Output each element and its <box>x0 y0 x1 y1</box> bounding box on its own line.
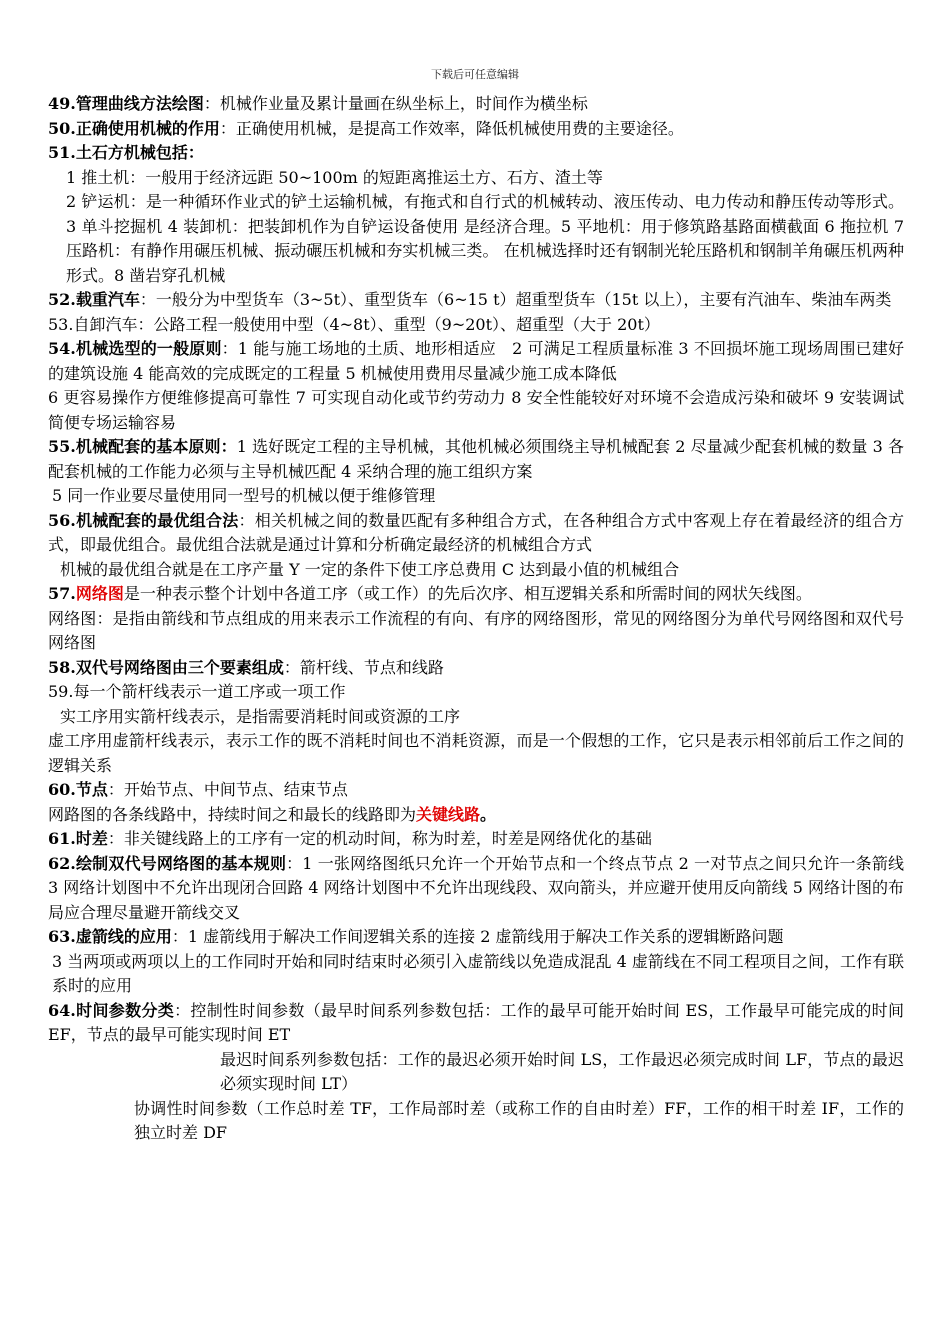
item-58-text: ：箭杆线、节点和线路 <box>283 657 444 677</box>
item-52 <box>48 288 904 313</box>
item-50-heading: 50.正确使用机械的作用 <box>48 118 220 138</box>
item-62-text: ：1 一张网络图纸只允许一个开始节点和一个终点节点 2 一对节点之间只允许一条箭线 3 网络计划图中不允许出现闭合回路 4 网络计划图中不允许出现线段、双向箭头，并应避开使用反向箭线 5 网络计图的布局应合理尽量避开箭线交叉 <box>48 853 904 922</box>
item-51-line-1: 1 推土机：一般用于经济远距 50~100m 的短距离推运土方、石方、渣土等 <box>66 167 603 187</box>
item-64-line-2: 最迟时间系列参数包括：工作的最迟必须开始时间 LS，工作最迟必须完成时间 LF，节点的最迟必须实现时间 LT） <box>220 1049 904 1093</box>
item-52-heading: 52.载重汽车 <box>48 290 140 309</box>
item-61-text: ：非关键线路上的工序有一定的机动时间，称为时差，时差是网络优化的基础 <box>107 829 652 848</box>
item-61 <box>48 827 904 852</box>
item-49-text: ：机械作业量及累计量画在纵坐标上，时间作为横坐标 <box>203 94 588 113</box>
item-50-text: ：正确使用机械，是提高工作效率，降低机械使用费的主要途径。 <box>219 118 684 138</box>
item-59-line-3: 虚工序用虚箭杆线表示，表示工作的既不消耗时间也不消耗资源，而是一个假想的工作，它只是表示相邻前后工作之间的逻辑关系 <box>48 731 904 775</box>
item-54-line-2: 6 更容易操作方便维修提高可靠性 7 可实现自动化或节约劳动力 8 安全性能较好对环境不会造成污染和破坏 9 安装调试简便专场运输容易 <box>48 388 904 432</box>
item-57-text: 是一种表示整个计划中各道工序（或工作）的先后次序、相互逻辑关系和所需时间的网状矢线图。 <box>123 584 812 603</box>
item-60 <box>48 778 904 803</box>
item-61-heading: 61.时差 <box>48 829 108 848</box>
item-57-number: 57. <box>48 584 76 603</box>
item-55-heading: 55.机械配套的基本原则： <box>48 437 237 456</box>
item-53: 53.自卸汽车：公路工程一般使用中型（4~8t）、重型（9~20t）、超重型（大于 20t） <box>48 314 660 334</box>
item-60-text: ：开始节点、中间节点、结束节点 <box>107 780 348 799</box>
item-49 <box>48 92 904 117</box>
item-59-line-2: 实工序用实箭杆线表示，是指需要消耗时间或资源的工序 <box>60 706 461 726</box>
item-55 <box>48 435 904 484</box>
item-50 <box>48 117 904 142</box>
item-64-line-3: 协调性时间参数（工作总时差 TF，工作局部时差（或称工作的自由时差）FF，工作的相干时差 IF，工作的独立时差 DF <box>134 1098 904 1142</box>
item-57-line-2: 网络图：是指由箭线和节点组成的用来表示工作流程的有向、有序的网络图形，常见的网络图分为单代号网络图和双代号网络图 <box>48 608 904 652</box>
item-62-heading: 62.绘制双代号网络图的基本规则 <box>48 853 287 873</box>
item-59-line-1: 59.每一个箭杆线表示一道工序或一项工作 <box>48 682 346 701</box>
item-64-heading: 64.时间参数分类 <box>48 1000 175 1020</box>
item-56-heading: 56.机械配套的最优组合法 <box>48 510 239 530</box>
item-60-highlight: 关键线路 <box>416 804 481 824</box>
item-63 <box>48 925 904 950</box>
item-51-heading: 51.土石方机械包括： <box>48 143 204 162</box>
item-54-text: ：1 能与施工场地的土质、地形相适应 2 可满足工程质量标准 3 不回损坏施工现场周围已建好的建筑设施 4 能高效的完成既定的工程量 5 机械使用费用尽量减少施工成本降低 <box>48 339 904 383</box>
item-52-text: ：一般分为中型货车（3~5t）、重型货车（6~15 t）超重型货车（15t 以上），主要有汽油车、柴油车两类 <box>139 290 892 309</box>
document-body <box>48 92 904 1146</box>
item-51-line-2: 2 铲运机：是一种循环作业式的铲土运输机械，有拖式和自行式的机械转动、液压传动、电力传动和静压传动等形式。3 单斗挖掘机 4 装卸机：把装卸机作为自铲运设备使用 是经济合理。5 平地机：用于修筑路基路面横截面 6 拖拉机 7 压路机：有静作用碾压机械、振动碾压机械和夯实机械三类。 在机械选择时还有钢制光轮压路机和钢制羊角碾压机两种形式。8 凿岩穿孔机械 <box>66 192 904 285</box>
item-62 <box>48 852 904 926</box>
item-60-line-2-text: 网路图的各条线路中，持续时间之和最长的线路即为 <box>48 804 417 824</box>
item-60-heading: 60.节点 <box>48 780 108 799</box>
item-60-line-2 <box>48 803 904 828</box>
item-58-heading: 58.双代号网络图由三个要素组成 <box>48 657 284 677</box>
item-56-text: ：相关机械之间的数量匹配有多种组合方式，在各种组合方式中客观上存在着最经济的组合方式，即最优组合。最优组合法就是通过计算和分析确定最经济的机械组合方式 <box>48 510 904 554</box>
item-58 <box>48 656 904 681</box>
item-56 <box>48 509 904 558</box>
item-64 <box>48 999 904 1048</box>
item-64-text: ：控制性时间参数（最早时间系列参数包括：工作的最早可能开始时间 ES，工作最早可能完成的时间 EF，节点的最早可能实现时间 ET <box>48 1000 904 1044</box>
item-57-highlight: 网络图 <box>75 584 124 603</box>
item-55-line-2: 5 同一作业要尽量使用同一型号的机械以便于维修管理 <box>52 486 436 505</box>
page-header: 下载后可任意编辑 <box>431 68 519 81</box>
item-56-line-2: 机械的最优组合就是在工序产量 Y 一定的条件下使工序总费用 C 达到最小值的机械组合 <box>60 559 680 579</box>
item-60-end: 。 <box>480 804 497 824</box>
item-54 <box>48 337 904 386</box>
item-63-heading: 63.虚箭线的应用 <box>48 927 172 946</box>
item-49-heading: 49.管理曲线方法绘图 <box>48 94 204 113</box>
item-57 <box>48 582 904 607</box>
item-54-heading: 54.机械选型的一般原则 <box>48 339 222 358</box>
item-63-text: ：1 虚箭线用于解决工作间逻辑关系的连接 2 虚箭线用于解决工作关系的逻辑断路问题 <box>171 927 784 946</box>
item-55-text: 1 选好既定工程的主导机械，其他机械必须围绕主导机械配套 2 尽量减少配套机械的数量 3 各配套机械的工作能力必须与主导机械匹配 4 采纳合理的施工组织方案 <box>48 437 904 481</box>
item-63-line-2: 3 当两项或两项以上的工作同时开始和同时结束时必须引入虚箭线以免造成混乱 4 虚箭线在不同工程项目之间，工作有联系时的应用 <box>52 951 904 995</box>
